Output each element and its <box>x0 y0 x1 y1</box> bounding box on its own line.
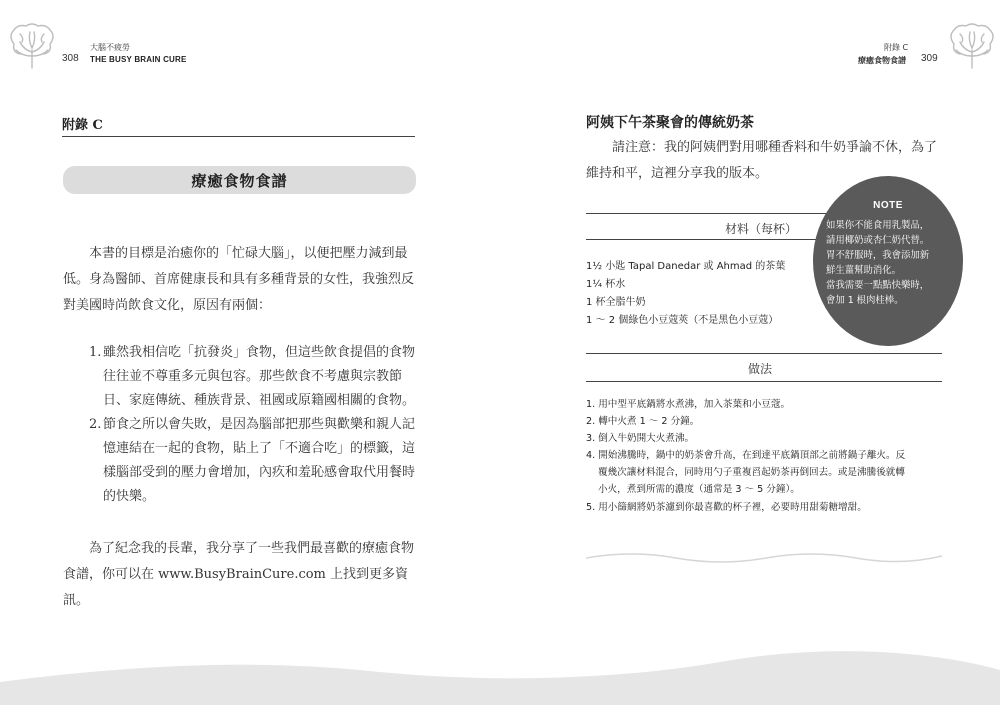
method-top-rule <box>586 353 942 354</box>
section-rule <box>62 136 415 137</box>
text-line: 往往並不尊重多元與包容。那些飲食不考慮與宗教節 <box>103 369 403 384</box>
ingredient-item: 1 ～ 2 個綠色小豆蔻莢（不是黑色小豆蔻） <box>586 315 779 326</box>
method-step <box>586 396 942 413</box>
text-line: 日、家庭傳統、種族背景、祖國或原籍國相關的食物。 <box>103 393 416 408</box>
recipe-title: 阿姨下午茶聚會的傳統奶茶 <box>586 115 754 131</box>
appendix-label: 附錄 C <box>884 43 909 52</box>
recipe-intro: 請注意：我的阿姨們對用哪種香料和牛奶爭論不休，為了維持和平，這裡分享我的版本。 <box>586 140 938 181</box>
note-line: 當我需要一點點快樂時， <box>826 280 930 291</box>
text-line: 本書的目標是治癒你的「忙碌大腦」，以便把壓力減到最 <box>89 246 408 261</box>
brain-tree-icon <box>6 20 58 70</box>
text-line: 為了紀念我的長輩，我分享了一些我們最喜歡的療癒食物 <box>89 541 415 556</box>
ingredient-item: 1 杯全脂牛奶 <box>586 297 646 308</box>
text-line: 低。身為醫師、首席健康長和具有多種背景的女性，我強烈反 <box>63 272 415 287</box>
method-step <box>586 413 942 430</box>
method-step <box>586 499 942 516</box>
step-line: 覆幾次讓材料混合，同時用勺子重複舀起奶茶再倒回去。或是沸騰後就轉 <box>598 467 905 478</box>
running-chapter-title: 療癒食物食譜 <box>858 56 906 65</box>
text-line: 雖然我相信吃「抗發炎」食物，但這些飲食提倡的食物 <box>103 345 416 360</box>
method-step <box>586 430 942 447</box>
step-line: 4. 開始沸騰時，鍋中的奶茶會升高，在到達平底鍋頂部之前將鍋子離火。反 <box>586 450 906 461</box>
wave-divider <box>586 548 942 568</box>
note-line: 胃不舒服時，我會添加新 <box>826 250 930 261</box>
page-number: 309 <box>921 53 938 64</box>
ingredients-heading: 材料（每杯） <box>725 222 798 236</box>
list-number: 1. <box>89 345 102 360</box>
note-bubble <box>813 176 963 346</box>
method-bottom-rule <box>586 381 942 382</box>
text-line: 節食之所以會失敗，是因為腦部把那些與歡樂和親人記 <box>103 417 416 432</box>
intro-paragraph <box>63 241 423 319</box>
step-line: 小火，煮到所需的濃度（通常是 3 ～ 5 分鐘）。 <box>598 484 800 495</box>
page-number: 308 <box>62 53 79 64</box>
book-title-en: THE BUSY BRAIN CURE <box>90 55 187 64</box>
step-line: 1. 用中型平底鍋將水煮沸，加入茶葉和小豆蔻。 <box>586 399 791 410</box>
note-line: 如果你不能食用乳製品， <box>826 220 930 231</box>
closing-paragraph <box>63 536 433 614</box>
text-line: 的快樂。 <box>103 489 156 504</box>
ingredient-item: 1½ 小匙 Tapal Danedar 或 Ahmad 的茶葉 <box>586 261 786 272</box>
text-line: 憶連結在一起的食物，貼上了「不適合吃」的標籤，這 <box>103 441 416 456</box>
note-title: NOTE <box>873 200 903 211</box>
list-number: 2. <box>89 417 102 432</box>
text-line: 對美國時尚飲食文化，原因有兩個： <box>63 298 272 313</box>
step-line: 5. 用小篩網將奶茶濾到你最喜歡的杯子裡，必要時用甜菊糖增甜。 <box>586 502 867 513</box>
method-step <box>586 447 942 498</box>
text-line: 樣腦部受到的壓力會增加，內疚和羞恥感會取代用餐時 <box>103 465 416 480</box>
step-line: 3. 倒入牛奶開大火煮沸。 <box>586 433 695 444</box>
section-label: 附錄 C <box>62 118 103 133</box>
note-body <box>826 218 956 308</box>
chapter-title: 療癒食物食譜 <box>191 171 288 190</box>
ingredient-item: 1¼ 杯水 <box>586 279 626 290</box>
list-item <box>89 413 429 509</box>
note-line: 會加 1 根肉桂棒。 <box>826 295 904 306</box>
method-heading: 做法 <box>748 362 773 376</box>
bottom-wave-decoration <box>0 640 1000 705</box>
text-line: 食譜，你可以在 www.BusyBrainCure.com 上找到更多資訊。 <box>63 567 409 608</box>
book-title-cn: 大腦不疲勞 <box>90 43 130 52</box>
note-line: 鮮生薑幫助消化。 <box>826 265 902 276</box>
list-item <box>89 341 429 413</box>
brain-tree-icon <box>946 20 998 70</box>
step-line: 2. 轉中火煮 1 ～ 2 分鐘。 <box>586 416 700 427</box>
chapter-title-banner <box>63 166 416 194</box>
note-line: 請用椰奶或杏仁奶代替。 <box>826 235 930 246</box>
